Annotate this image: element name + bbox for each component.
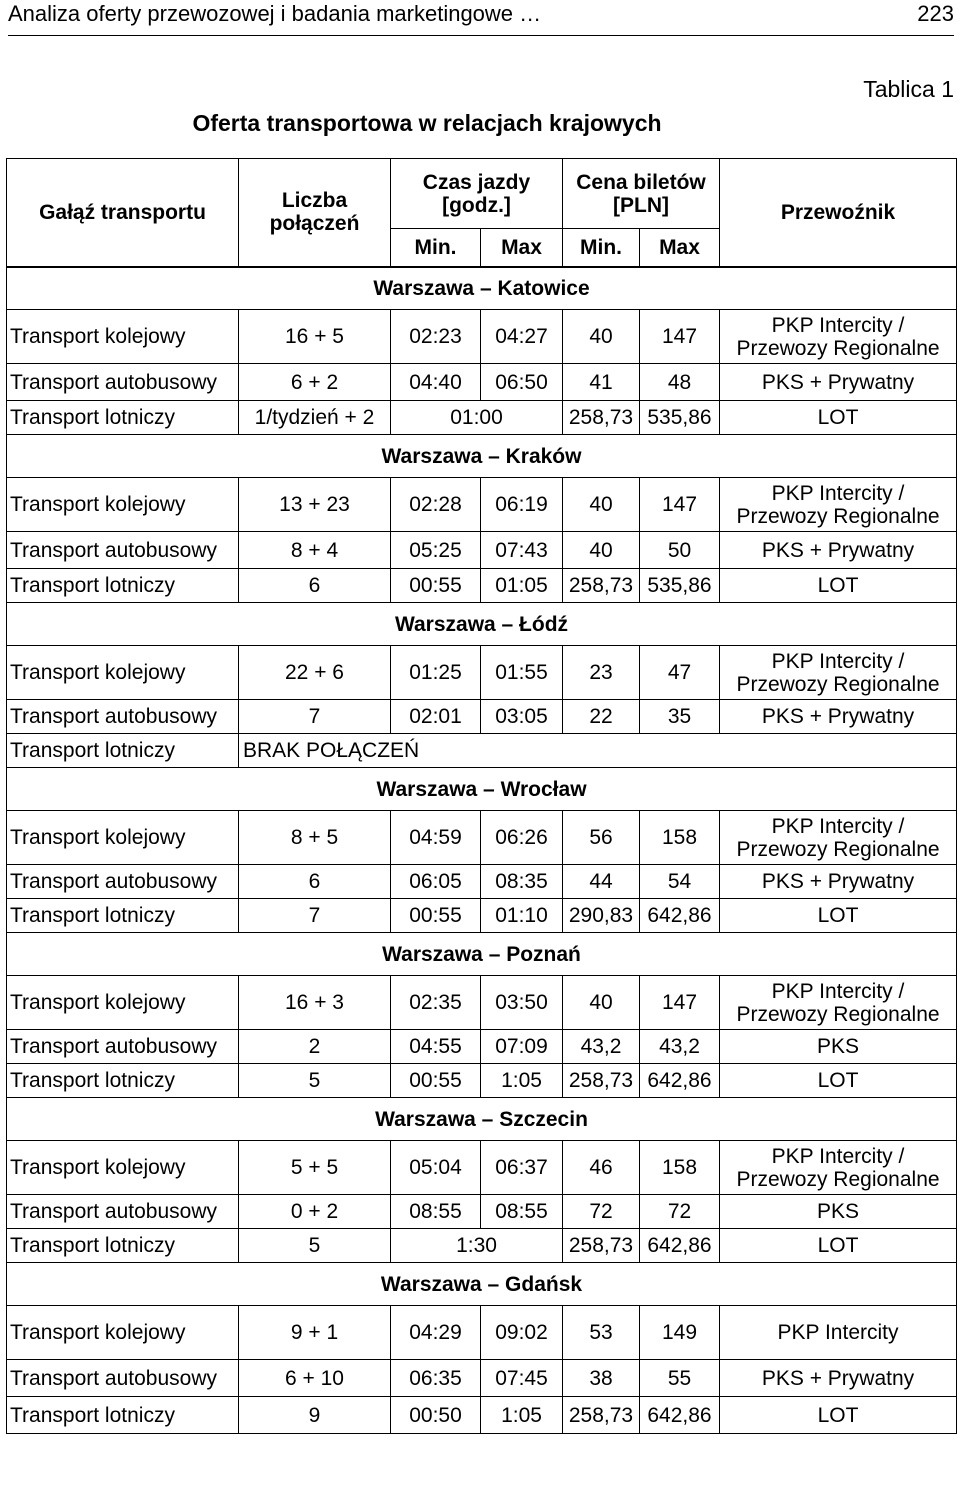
table-row <box>7 1360 957 1397</box>
time-min-cell: 06:35 <box>391 1360 481 1397</box>
time-max-cell: 07:45 <box>481 1360 563 1397</box>
carrier-name: PKS <box>816 1200 860 1223</box>
route-section-row <box>7 603 957 646</box>
connections-cell: 6 <box>239 569 391 603</box>
time-max-cell: 09:02 <box>481 1306 563 1360</box>
time-max-cell: 01:55 <box>481 646 563 700</box>
route-section-row <box>7 1098 957 1141</box>
carrier-cell <box>720 865 957 899</box>
running-header-title: Analiza oferty przewozowej i badania marketingowe … <box>8 1 542 26</box>
carrier-cell <box>720 976 957 1030</box>
table-row <box>7 646 957 700</box>
transport-mode-cell: Transport kolejowy <box>7 976 239 1030</box>
price-min-cell: 23 <box>563 646 640 700</box>
carrier-name: LOT <box>817 904 859 927</box>
carrier-cell <box>720 646 957 700</box>
carrier-name: LOT <box>817 574 859 597</box>
carrier-name: PKP Intercity <box>777 1321 899 1344</box>
price-max-cell: 35 <box>640 700 720 734</box>
transport-mode-cell: Transport lotniczy <box>7 401 239 435</box>
table-row <box>7 899 957 933</box>
price-min-cell: 290,83 <box>563 899 640 933</box>
carrier-cell <box>720 1030 957 1064</box>
time-min-cell: 02:28 <box>391 478 481 532</box>
time-max-cell: 04:27 <box>481 310 563 364</box>
time-min-cell: 02:01 <box>391 700 481 734</box>
price-min-cell: 56 <box>563 811 640 865</box>
price-max-cell: 535,86 <box>640 401 720 435</box>
price-max-cell: 642,86 <box>640 899 720 933</box>
carrier-cell <box>720 899 957 933</box>
route-section-row <box>7 768 957 811</box>
carrier-name: PKS + Prywatny <box>761 538 915 562</box>
travel-time-cell: 01:00 <box>391 401 563 435</box>
route-name: Warszawa – Gdańsk <box>7 1263 957 1306</box>
carrier-cell <box>720 401 957 435</box>
time-min-cell: 04:59 <box>391 811 481 865</box>
time-max-cell: 03:05 <box>481 700 563 734</box>
running-header <box>8 0 954 36</box>
price-min-cell: 258,73 <box>563 569 640 603</box>
carrier-name: PKS + Prywatny <box>761 705 915 728</box>
table-row <box>7 1030 957 1064</box>
table-row <box>7 1397 957 1434</box>
price-min-cell: 258,73 <box>563 1397 640 1434</box>
column-header-travel-time: Czas jazdy [godz.] <box>391 159 563 229</box>
time-min-cell: 01:25 <box>391 646 481 700</box>
carrier-name-line2: Przewozy Regionalne <box>736 336 940 360</box>
carrier-cell <box>720 569 957 603</box>
transport-mode-cell: Transport autobusowy <box>7 1360 239 1397</box>
transport-mode-cell: Transport lotniczy <box>7 899 239 933</box>
price-max-cell: 535,86 <box>640 569 720 603</box>
transport-mode-cell: Transport autobusowy <box>7 865 239 899</box>
route-section-row <box>7 267 957 310</box>
time-min-cell: 04:55 <box>391 1030 481 1064</box>
price-min-cell: 258,73 <box>563 1229 640 1263</box>
price-max-cell: 147 <box>640 310 720 364</box>
time-max-cell: 1:05 <box>481 1397 563 1434</box>
column-header-price-min: Min. <box>563 229 640 267</box>
table-row <box>7 1141 957 1195</box>
time-max-cell: 08:35 <box>481 865 563 899</box>
time-max-cell: 06:50 <box>481 364 563 401</box>
table-row <box>7 865 957 899</box>
connections-cell: 16 + 5 <box>239 310 391 364</box>
connections-cell: 13 + 23 <box>239 478 391 532</box>
price-min-cell: 53 <box>563 1306 640 1360</box>
carrier-cell <box>720 1397 957 1434</box>
transport-mode-cell: Transport autobusowy <box>7 364 239 401</box>
time-min-cell: 05:25 <box>391 532 481 569</box>
column-header-time-min: Min. <box>391 229 481 267</box>
connections-cell: 8 + 4 <box>239 532 391 569</box>
route-name: Warszawa – Kraków <box>7 435 957 478</box>
transport-mode-cell: Transport lotniczy <box>7 1229 239 1263</box>
price-max-cell: 158 <box>640 1141 720 1195</box>
page-number: 223 <box>917 1 954 26</box>
transport-mode-cell: Transport kolejowy <box>7 811 239 865</box>
time-min-cell: 02:35 <box>391 976 481 1030</box>
time-min-cell: 00:55 <box>391 899 481 933</box>
transport-mode-cell: Transport kolejowy <box>7 478 239 532</box>
header-row <box>7 159 957 229</box>
no-connection-cell: BRAK POŁĄCZEŃ <box>239 734 720 768</box>
carrier-name: PKP Intercity / <box>771 481 905 505</box>
time-min-cell: 08:55 <box>391 1195 481 1229</box>
carrier-name: LOT <box>817 406 859 429</box>
transport-mode-cell: Transport autobusowy <box>7 1195 239 1229</box>
price-max-cell: 642,86 <box>640 1229 720 1263</box>
time-max-cell: 06:19 <box>481 478 563 532</box>
transport-mode-cell: Transport lotniczy <box>7 734 239 768</box>
carrier-cell <box>720 734 957 768</box>
price-min-cell: 258,73 <box>563 401 640 435</box>
carrier-cell <box>720 1064 957 1098</box>
carrier-cell <box>720 1195 957 1229</box>
carrier-cell <box>720 1306 957 1360</box>
price-min-cell: 258,73 <box>563 1064 640 1098</box>
transport-mode-cell: Transport lotniczy <box>7 1397 239 1434</box>
transport-mode-cell: Transport kolejowy <box>7 1306 239 1360</box>
price-max-cell: 147 <box>640 478 720 532</box>
price-min-cell: 40 <box>563 976 640 1030</box>
price-max-cell: 43,2 <box>640 1030 720 1064</box>
time-min-cell: 00:55 <box>391 1064 481 1098</box>
table-row <box>7 310 957 364</box>
table-row <box>7 569 957 603</box>
carrier-name: LOT <box>817 1403 859 1427</box>
table-row <box>7 1229 957 1263</box>
time-min-cell: 00:55 <box>391 569 481 603</box>
price-min-cell: 44 <box>563 865 640 899</box>
table-row <box>7 1064 957 1098</box>
table-title: Oferta transportowa w relacjach krajowych <box>192 110 662 136</box>
price-max-cell: 47 <box>640 646 720 700</box>
carrier-cell <box>720 811 957 865</box>
table-row <box>7 1306 957 1360</box>
table-row <box>7 811 957 865</box>
price-max-cell: 149 <box>640 1306 720 1360</box>
carrier-cell <box>720 1229 957 1263</box>
table-row <box>7 364 957 401</box>
table-row <box>7 734 957 768</box>
price-min-cell: 46 <box>563 1141 640 1195</box>
time-max-cell: 1:05 <box>481 1064 563 1098</box>
time-min-cell: 05:04 <box>391 1141 481 1195</box>
time-max-cell: 06:26 <box>481 811 563 865</box>
table-row <box>7 1195 957 1229</box>
table-row <box>7 976 957 1030</box>
table-row <box>7 478 957 532</box>
route-section-row <box>7 1263 957 1306</box>
carrier-name: PKP Intercity / <box>771 313 905 337</box>
route-section-row <box>7 933 957 976</box>
price-min-cell: 40 <box>563 478 640 532</box>
time-min-cell: 02:23 <box>391 310 481 364</box>
price-max-cell: 642,86 <box>640 1397 720 1434</box>
connections-cell: 0 + 2 <box>239 1195 391 1229</box>
carrier-name: PKS + Prywatny <box>761 370 915 394</box>
carrier-name-line2: Przewozy Regionalne <box>736 1167 940 1191</box>
route-name: Warszawa – Wrocław <box>7 768 957 811</box>
connections-cell: 1/tydzień + 2 <box>239 401 391 435</box>
time-min-cell: 06:05 <box>391 865 481 899</box>
carrier-name: LOT <box>817 1069 859 1092</box>
column-header-carrier: Przewoźnik <box>720 159 957 267</box>
carrier-name-line2: Przewozy Regionalne <box>736 1002 940 1026</box>
connections-cell: 22 + 6 <box>239 646 391 700</box>
table-row <box>7 532 957 569</box>
transport-offer-table <box>6 158 957 1434</box>
carrier-name: PKP Intercity / <box>771 1144 905 1168</box>
carrier-name: PKP Intercity / <box>771 649 905 673</box>
price-max-cell: 147 <box>640 976 720 1030</box>
route-name: Warszawa – Szczecin <box>7 1098 957 1141</box>
carrier-cell <box>720 478 957 532</box>
price-min-cell: 43,2 <box>563 1030 640 1064</box>
time-min-cell: 04:29 <box>391 1306 481 1360</box>
price-max-cell: 55 <box>640 1360 720 1397</box>
carrier-name: LOT <box>817 1234 859 1257</box>
price-max-cell: 642,86 <box>640 1064 720 1098</box>
time-min-cell: 04:40 <box>391 364 481 401</box>
route-name: Warszawa – Łódź <box>7 603 957 646</box>
column-header-mode: Gałąź transportu <box>7 159 239 267</box>
route-name: Warszawa – Katowice <box>7 267 957 310</box>
time-max-cell: 03:50 <box>481 976 563 1030</box>
connections-cell: 7 <box>239 700 391 734</box>
carrier-cell <box>720 1141 957 1195</box>
time-max-cell: 07:43 <box>481 532 563 569</box>
time-min-cell: 00:50 <box>391 1397 481 1434</box>
price-min-cell: 38 <box>563 1360 640 1397</box>
price-max-cell: 72 <box>640 1195 720 1229</box>
carrier-cell <box>720 700 957 734</box>
carrier-name: PKP Intercity / <box>771 814 905 838</box>
carrier-name-line2: Przewozy Regionalne <box>736 837 940 861</box>
carrier-name: PKP Intercity / <box>771 979 905 1003</box>
price-max-cell: 48 <box>640 364 720 401</box>
transport-mode-cell: Transport autobusowy <box>7 700 239 734</box>
time-max-cell: 01:05 <box>481 569 563 603</box>
connections-cell: 16 + 3 <box>239 976 391 1030</box>
connections-cell: 6 <box>239 865 391 899</box>
carrier-cell <box>720 310 957 364</box>
table-label: Tablica 1 <box>863 76 954 102</box>
carrier-cell <box>720 1360 957 1397</box>
price-min-cell: 41 <box>563 364 640 401</box>
price-max-cell: 54 <box>640 865 720 899</box>
transport-mode-cell: Transport lotniczy <box>7 1064 239 1098</box>
connections-cell: 5 <box>239 1229 391 1263</box>
carrier-name-line2: Przewozy Regionalne <box>736 672 940 696</box>
connections-cell: 5 <box>239 1064 391 1098</box>
price-max-cell: 158 <box>640 811 720 865</box>
connections-cell: 7 <box>239 899 391 933</box>
time-max-cell: 01:10 <box>481 899 563 933</box>
column-header-price-max: Max <box>640 229 720 267</box>
carrier-cell <box>720 532 957 569</box>
table-row <box>7 401 957 435</box>
connections-cell: 6 + 10 <box>239 1360 391 1397</box>
transport-mode-cell: Transport lotniczy <box>7 569 239 603</box>
connections-cell: 5 + 5 <box>239 1141 391 1195</box>
carrier-name: PKS + Prywatny <box>761 1366 915 1390</box>
price-min-cell: 22 <box>563 700 640 734</box>
carrier-name: PKS <box>816 1035 860 1058</box>
transport-mode-cell: Transport kolejowy <box>7 310 239 364</box>
connections-cell: 8 + 5 <box>239 811 391 865</box>
transport-mode-cell: Transport kolejowy <box>7 646 239 700</box>
connections-cell: 2 <box>239 1030 391 1064</box>
connections-cell: 6 + 2 <box>239 364 391 401</box>
connections-cell: 9 <box>239 1397 391 1434</box>
travel-time-cell: 1:30 <box>391 1229 563 1263</box>
table-row <box>7 700 957 734</box>
price-max-cell: 50 <box>640 532 720 569</box>
carrier-name-line2: Przewozy Regionalne <box>736 504 940 528</box>
price-min-cell: 40 <box>563 532 640 569</box>
transport-mode-cell: Transport autobusowy <box>7 532 239 569</box>
column-header-ticket-price: Cena biletów [PLN] <box>563 159 720 229</box>
route-section-row <box>7 435 957 478</box>
price-min-cell: 40 <box>563 310 640 364</box>
route-name: Warszawa – Poznań <box>7 933 957 976</box>
column-header-time-max: Max <box>481 229 563 267</box>
column-header-connections: Liczba połączeń <box>239 159 391 267</box>
price-min-cell: 72 <box>563 1195 640 1229</box>
transport-mode-cell: Transport kolejowy <box>7 1141 239 1195</box>
table-body <box>7 267 957 1434</box>
carrier-name: PKS + Prywatny <box>761 870 915 893</box>
time-max-cell: 06:37 <box>481 1141 563 1195</box>
connections-cell: 9 + 1 <box>239 1306 391 1360</box>
time-max-cell: 07:09 <box>481 1030 563 1064</box>
carrier-cell <box>720 364 957 401</box>
time-max-cell: 08:55 <box>481 1195 563 1229</box>
transport-mode-cell: Transport autobusowy <box>7 1030 239 1064</box>
